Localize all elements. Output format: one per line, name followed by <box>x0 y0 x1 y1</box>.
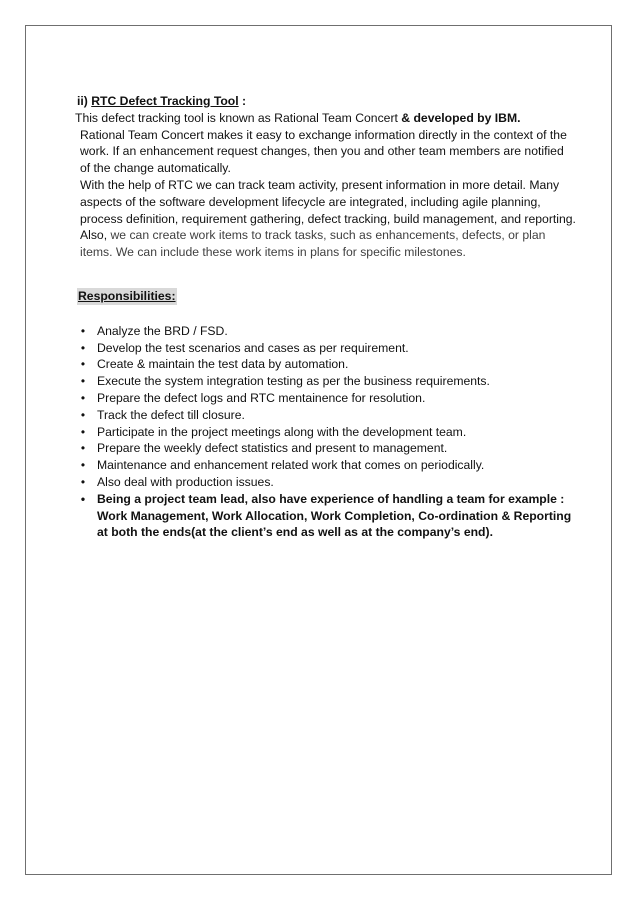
list-item-text: Prepare the weekly defect statistics and present to management. <box>97 441 448 456</box>
bullet-icon: • <box>80 474 86 489</box>
intro-bold-text: & developed by IBM. <box>401 110 521 125</box>
intro-line <box>75 110 577 127</box>
list-item <box>77 356 577 373</box>
list-item <box>77 457 577 474</box>
list-item-text: Analyze the BRD / FSD. <box>97 323 228 338</box>
bullet-icon: • <box>80 407 86 422</box>
list-item-text: Execute the system integration testing as per the business requirements. <box>97 374 490 389</box>
list-item-text: Participate in the project meetings along with the development team. <box>97 424 467 439</box>
list-item-text: Being a project team lead, also have experience of handling a team for example : Work Management, Work Allocation, Work Completion, Co-ordination & Reporting at both the ends(at the client’s end as well as at the company’s end). <box>97 491 572 540</box>
list-item <box>77 491 573 541</box>
bullet-icon: • <box>80 340 86 355</box>
bullet-icon: • <box>80 390 86 405</box>
bullet-icon: • <box>80 491 86 506</box>
list-item <box>77 474 577 491</box>
bullet-icon: • <box>80 424 86 439</box>
responsibilities-heading: Responsibilities: <box>78 288 176 303</box>
paragraph-rtc-overview: Rational Team Concert makes it easy to exchange information directly in the context of the work. If an enhancement request changes, then you and other team members are notified of the change automatically. <box>80 127 567 176</box>
paragraph-rtc-features-end: we can create work items to track tasks, such as enhancements, defects, or plan items. We can include these work items in plans for specific milestones. <box>80 228 546 260</box>
list-item <box>77 340 577 357</box>
list-item <box>77 407 577 424</box>
section-heading <box>77 93 577 110</box>
list-item-text: Develop the test scenarios and cases as per requirement. <box>97 340 409 355</box>
section-title: RTC Defect Tracking Tool <box>91 94 239 108</box>
bullet-icon: • <box>80 357 86 372</box>
paragraph-rtc-features-start: With the help of RTC we can track team activity, present information in more detail. Many aspects of the software development lifecycle are integrated, including agile planning, process definition, requirement gathering, defect tracking, build management, and reporting. Also, <box>80 177 576 243</box>
bullet-icon: • <box>80 374 86 389</box>
document-content <box>77 93 577 541</box>
paragraph-rtc-features <box>77 177 577 261</box>
section-number: ii) <box>77 94 88 108</box>
list-item <box>77 373 577 390</box>
list-item-text: Track the defect till closure. <box>97 407 245 422</box>
list-item <box>77 323 577 340</box>
list-item-text: Maintenance and enhancement related work that comes on periodically. <box>97 458 485 473</box>
list-item <box>77 390 577 407</box>
list-item <box>77 424 577 441</box>
section-colon: : <box>242 94 247 108</box>
list-item-text: Create & maintain the test data by automation. <box>97 357 349 372</box>
list-item-text: Prepare the defect logs and RTC mentainence for resolution. <box>97 390 426 405</box>
bullet-icon: • <box>80 441 86 456</box>
list-item-text: Also deal with production issues. <box>97 474 274 489</box>
bullet-icon: • <box>80 323 86 338</box>
responsibilities-list <box>77 323 577 541</box>
list-item <box>77 440 577 457</box>
bullet-icon: • <box>80 458 86 473</box>
intro-text: This defect tracking tool is known as Rational Team Concert <box>75 110 402 125</box>
